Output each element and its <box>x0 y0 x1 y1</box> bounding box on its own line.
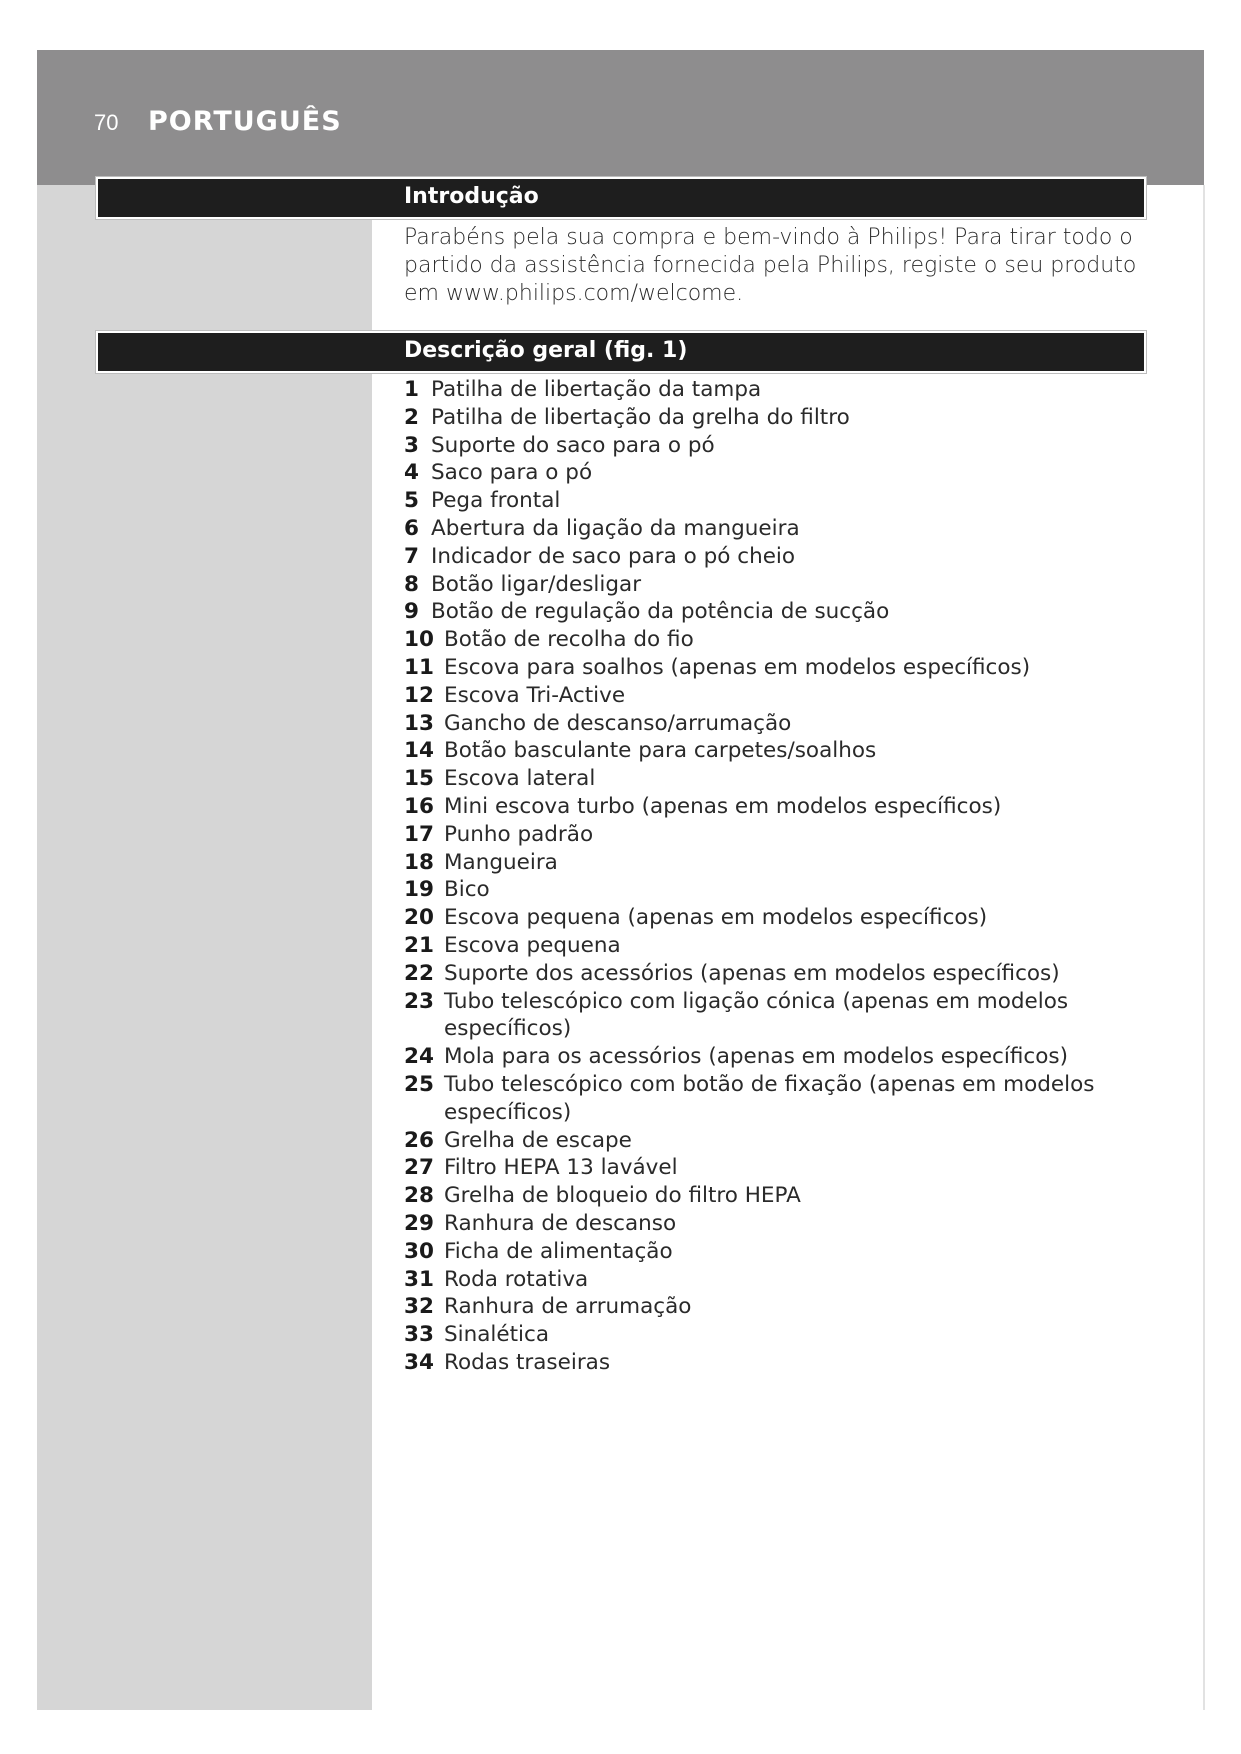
part-label: Botão basculante para carpetes/soalhos <box>444 738 877 764</box>
parts-list-item <box>404 793 1164 821</box>
part-label: Escova Tri-Active <box>444 682 626 708</box>
part-number: 6 <box>404 515 419 541</box>
parts-list-item <box>404 876 1164 904</box>
parts-list-item <box>404 515 1164 543</box>
left-margin-band <box>37 185 372 1710</box>
part-label: Mola para os acessórios (apenas em modelos específicos) <box>444 1044 1068 1070</box>
part-label: Escova para soalhos (apenas em modelos específicos) <box>444 654 1031 680</box>
part-number: 19 <box>404 877 434 903</box>
parts-list-item <box>404 404 1164 432</box>
parts-list-item <box>404 598 1164 626</box>
parts-list-item <box>404 1127 1164 1155</box>
part-label: Botão de recolha do fio <box>444 627 694 653</box>
part-number: 15 <box>404 766 434 792</box>
page-number: 70 <box>94 110 119 135</box>
part-label: Suporte dos acessórios (apenas em modelos específicos) <box>444 960 1060 986</box>
part-label: Sinalética <box>444 1322 550 1348</box>
right-edge-rule <box>1203 185 1205 1710</box>
part-label: Filtro HEPA 13 lavável <box>444 1155 678 1181</box>
parts-list <box>404 376 1164 1377</box>
part-number: 17 <box>404 821 434 847</box>
parts-list-item <box>404 682 1164 710</box>
part-number: 21 <box>404 932 434 958</box>
part-number: 27 <box>404 1155 434 1181</box>
part-label: Pega frontal <box>431 488 561 514</box>
part-number: 30 <box>404 1238 434 1264</box>
parts-list-item <box>404 932 1164 960</box>
part-number: 10 <box>404 627 434 653</box>
parts-list-item <box>404 710 1164 738</box>
part-number: 29 <box>404 1210 434 1236</box>
language-title: PORTUGUÊS <box>148 106 342 137</box>
part-label: Grelha de bloqueio do filtro HEPA <box>444 1183 801 1209</box>
part-number: 23 <box>404 988 434 1014</box>
part-number: 33 <box>404 1322 434 1348</box>
parts-list-item <box>404 1349 1164 1377</box>
parts-list-item <box>404 654 1164 682</box>
part-number: 31 <box>404 1266 434 1292</box>
part-label: Mini escova turbo (apenas em modelos específicos) <box>444 793 1002 819</box>
part-label: Botão ligar/desligar <box>431 571 642 597</box>
part-label: Punho padrão <box>444 821 594 847</box>
parts-list-item <box>404 904 1164 932</box>
parts-list-item <box>404 821 1164 849</box>
section-heading-introduction: Introdução <box>404 184 539 209</box>
section-heading-description: Descrição geral (fig. 1) <box>404 338 688 363</box>
introduction-paragraph: Parabéns pela sua compra e bem-vindo à Philips! Para tirar todo o partido da assistência fornecida pela Philips, registe o seu produto em www.philips.com/welcome. <box>404 225 1137 306</box>
part-label: Indicador de saco para o pó cheio <box>431 543 796 569</box>
parts-list-item <box>404 737 1164 765</box>
part-label: Tubo telescópico com botão de fixação (apenas em modelos específicos) <box>444 1071 1095 1125</box>
part-label: Bico <box>444 877 490 903</box>
part-number: 26 <box>404 1127 434 1153</box>
parts-list-item <box>404 459 1164 487</box>
part-number: 25 <box>404 1071 434 1097</box>
part-label: Gancho de descanso/arrumação <box>444 710 792 736</box>
parts-list-item <box>404 1154 1164 1182</box>
part-number: 5 <box>404 488 419 514</box>
parts-list-item <box>404 1321 1164 1349</box>
part-number: 4 <box>404 460 419 486</box>
parts-list-item <box>404 487 1164 515</box>
part-number: 7 <box>404 543 419 569</box>
part-label: Escova pequena <box>444 932 621 958</box>
part-label: Escova pequena (apenas em modelos específicos) <box>444 905 988 931</box>
part-number: 18 <box>404 849 434 875</box>
parts-list-item <box>404 960 1164 988</box>
part-label: Mangueira <box>444 849 558 875</box>
part-label: Suporte do saco para o pó <box>431 432 715 458</box>
part-label: Ranhura de descanso <box>444 1210 677 1236</box>
parts-list-item <box>404 1182 1164 1210</box>
part-label: Roda rotativa <box>444 1266 589 1292</box>
parts-list-item <box>404 1043 1164 1071</box>
part-label: Ficha de alimentação <box>444 1238 673 1264</box>
part-number: 12 <box>404 682 434 708</box>
part-number: 9 <box>404 599 419 625</box>
parts-list-item <box>404 432 1164 460</box>
part-label: Escova lateral <box>444 766 596 792</box>
part-number: 13 <box>404 710 434 736</box>
parts-list-item <box>404 1293 1164 1321</box>
part-number: 11 <box>404 654 434 680</box>
part-label: Ranhura de arrumação <box>444 1294 692 1320</box>
parts-list-item <box>404 626 1164 654</box>
part-label: Botão de regulação da potência de sucção <box>431 599 890 625</box>
parts-list-item <box>404 1210 1164 1238</box>
part-label: Patilha de libertação da tampa <box>431 377 762 402</box>
part-number: 16 <box>404 793 434 819</box>
part-number: 20 <box>404 905 434 931</box>
parts-list-item <box>404 376 1164 404</box>
part-number: 3 <box>404 432 419 458</box>
part-label: Patilha de libertação da grelha do filtro <box>431 404 850 430</box>
part-number: 2 <box>404 404 419 430</box>
part-label: Tubo telescópico com ligação cónica (apenas em modelos específicos) <box>444 988 1069 1042</box>
part-number: 32 <box>404 1294 434 1320</box>
parts-list-item <box>404 1238 1164 1266</box>
parts-list-item <box>404 849 1164 877</box>
parts-list-item <box>404 543 1164 571</box>
part-number: 8 <box>404 571 419 597</box>
part-label: Grelha de escape <box>444 1127 632 1153</box>
part-number: 28 <box>404 1183 434 1209</box>
part-label: Saco para o pó <box>431 460 593 486</box>
parts-list-item <box>404 1071 1164 1127</box>
part-number: 1 <box>404 377 419 402</box>
part-label: Abertura da ligação da mangueira <box>431 515 800 541</box>
parts-list-item <box>404 988 1164 1044</box>
part-number: 22 <box>404 960 434 986</box>
section-bar-introduction <box>96 177 1146 219</box>
parts-list-item <box>404 571 1164 599</box>
section-bar-description <box>96 331 1146 373</box>
part-label: Rodas traseiras <box>444 1349 611 1375</box>
part-number: 24 <box>404 1044 434 1070</box>
parts-list-item <box>404 1266 1164 1294</box>
part-number: 34 <box>404 1349 434 1375</box>
parts-list-item <box>404 765 1164 793</box>
part-number: 14 <box>404 738 434 764</box>
